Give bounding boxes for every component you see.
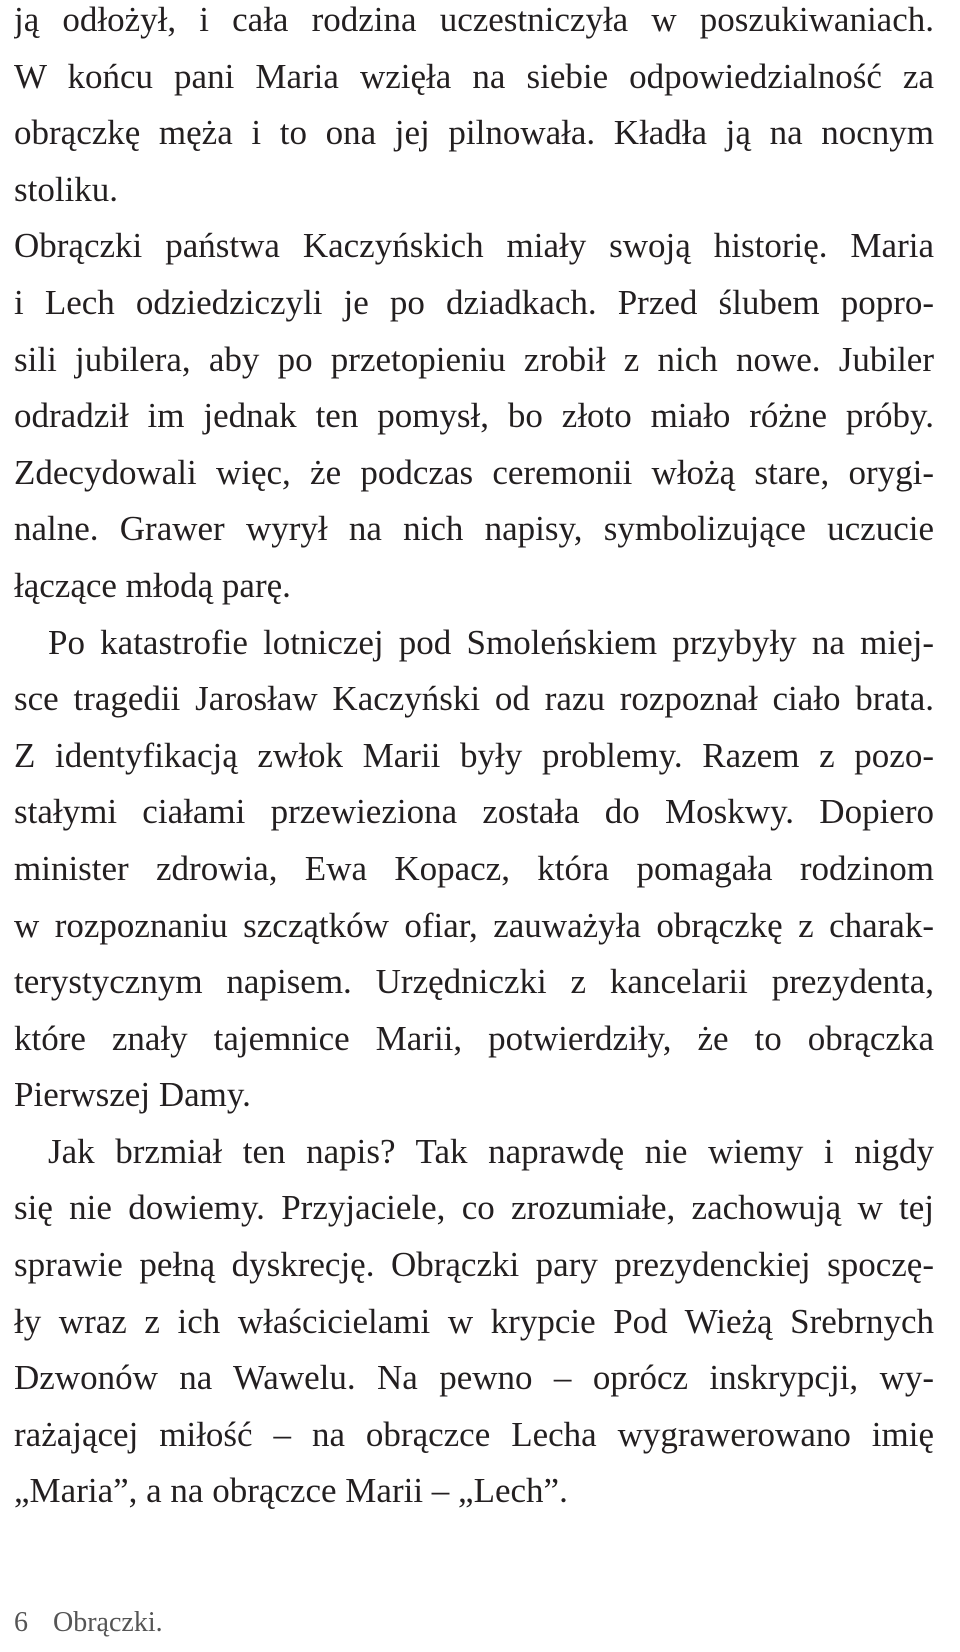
text-line: które znały tajemnice Marii, potwierdziły, że to obrączka [14, 1018, 934, 1058]
text-line: Z identyfikacją zwłok Marii były problemy. Razem z pozo- [14, 735, 934, 775]
text-line: terystycznym napisem. Urzędniczki z kancelarii prezydenta, [14, 962, 934, 1002]
text-line: i Lech odziedziczyli je po dziadkach. Przed ślubem popro- [14, 282, 934, 322]
text-line: Jak brzmiał ten napis? Tak naprawdę nie wiemy i nigdy [48, 1131, 934, 1171]
text-line: sili jubilera, aby po przetopieniu zrobił z nich nowe. Jubiler [14, 339, 934, 379]
text-line: sprawie pełną dyskrecję. Obrączki pary prezydenckiej spoczę- [14, 1245, 934, 1285]
text-line: stałymi ciałami przewieziona została do Moskwy. Dopiero [14, 792, 934, 832]
text-line: rażającej miłość – na obrączce Lecha wygrawerowano imię [14, 1414, 934, 1454]
text-line: nalne. Grawer wyrył na nich napisy, symbolizujące uczucie [14, 509, 934, 549]
text-line: ją odłożył, i cała rodzina uczestniczyła w poszukiwaniach. [14, 0, 934, 39]
paragraph [14, 218, 934, 614]
text-line: Dzwonów na Wawelu. Na pewno – oprócz inskrypcji, wy- [14, 1358, 934, 1398]
text-line: stoliku. [14, 169, 119, 209]
text-line: Po katastrofie lotniczej pod Smoleńskiem przybyły na miej- [48, 622, 934, 662]
paragraph [14, 615, 934, 1124]
text-line: „Maria”, a na obrączce Marii – „Lech”. [14, 1471, 568, 1511]
text-line: odradził im jednak ten pomysł, bo złoto miało różne próby. [14, 396, 934, 436]
text-line: Pierwszej Damy. [14, 1075, 251, 1115]
page-body [14, 0, 934, 1520]
running-chapter-title: Obrączki. [53, 1607, 163, 1638]
text-line: w rozpoznaniu szczątków ofiar, zauważyła obrączkę z charak- [14, 905, 934, 945]
text-line: W końcu pani Maria wzięła na siebie odpowiedzialność za [14, 56, 934, 96]
text-line: Zdecydowali więc, że podczas ceremonii włożą stare, orygi- [14, 452, 934, 492]
text-line: sce tragedii Jarosław Kaczyński od razu rozpoznał ciało brata. [14, 679, 934, 719]
page-footer [14, 1606, 163, 1640]
paragraph [14, 0, 934, 218]
page-number: 6 [14, 1607, 28, 1638]
paragraph [14, 1124, 934, 1520]
text-line: obrączkę męża i to ona jej pilnowała. Kładła ją na nocnym [14, 113, 934, 153]
text-line: ły wraz z ich właścicielami w krypcie Pod Wieżą Srebrnych [14, 1301, 934, 1341]
text-line: się nie dowiemy. Przyjaciele, co zrozumiałe, zachowują w tej [14, 1188, 934, 1228]
text-line: łączące młodą parę. [14, 565, 291, 605]
text-line: minister zdrowia, Ewa Kopacz, która pomagała rodzinom [14, 848, 934, 888]
text-line: Obrączki państwa Kaczyńskich miały swoją historię. Maria [14, 226, 934, 266]
